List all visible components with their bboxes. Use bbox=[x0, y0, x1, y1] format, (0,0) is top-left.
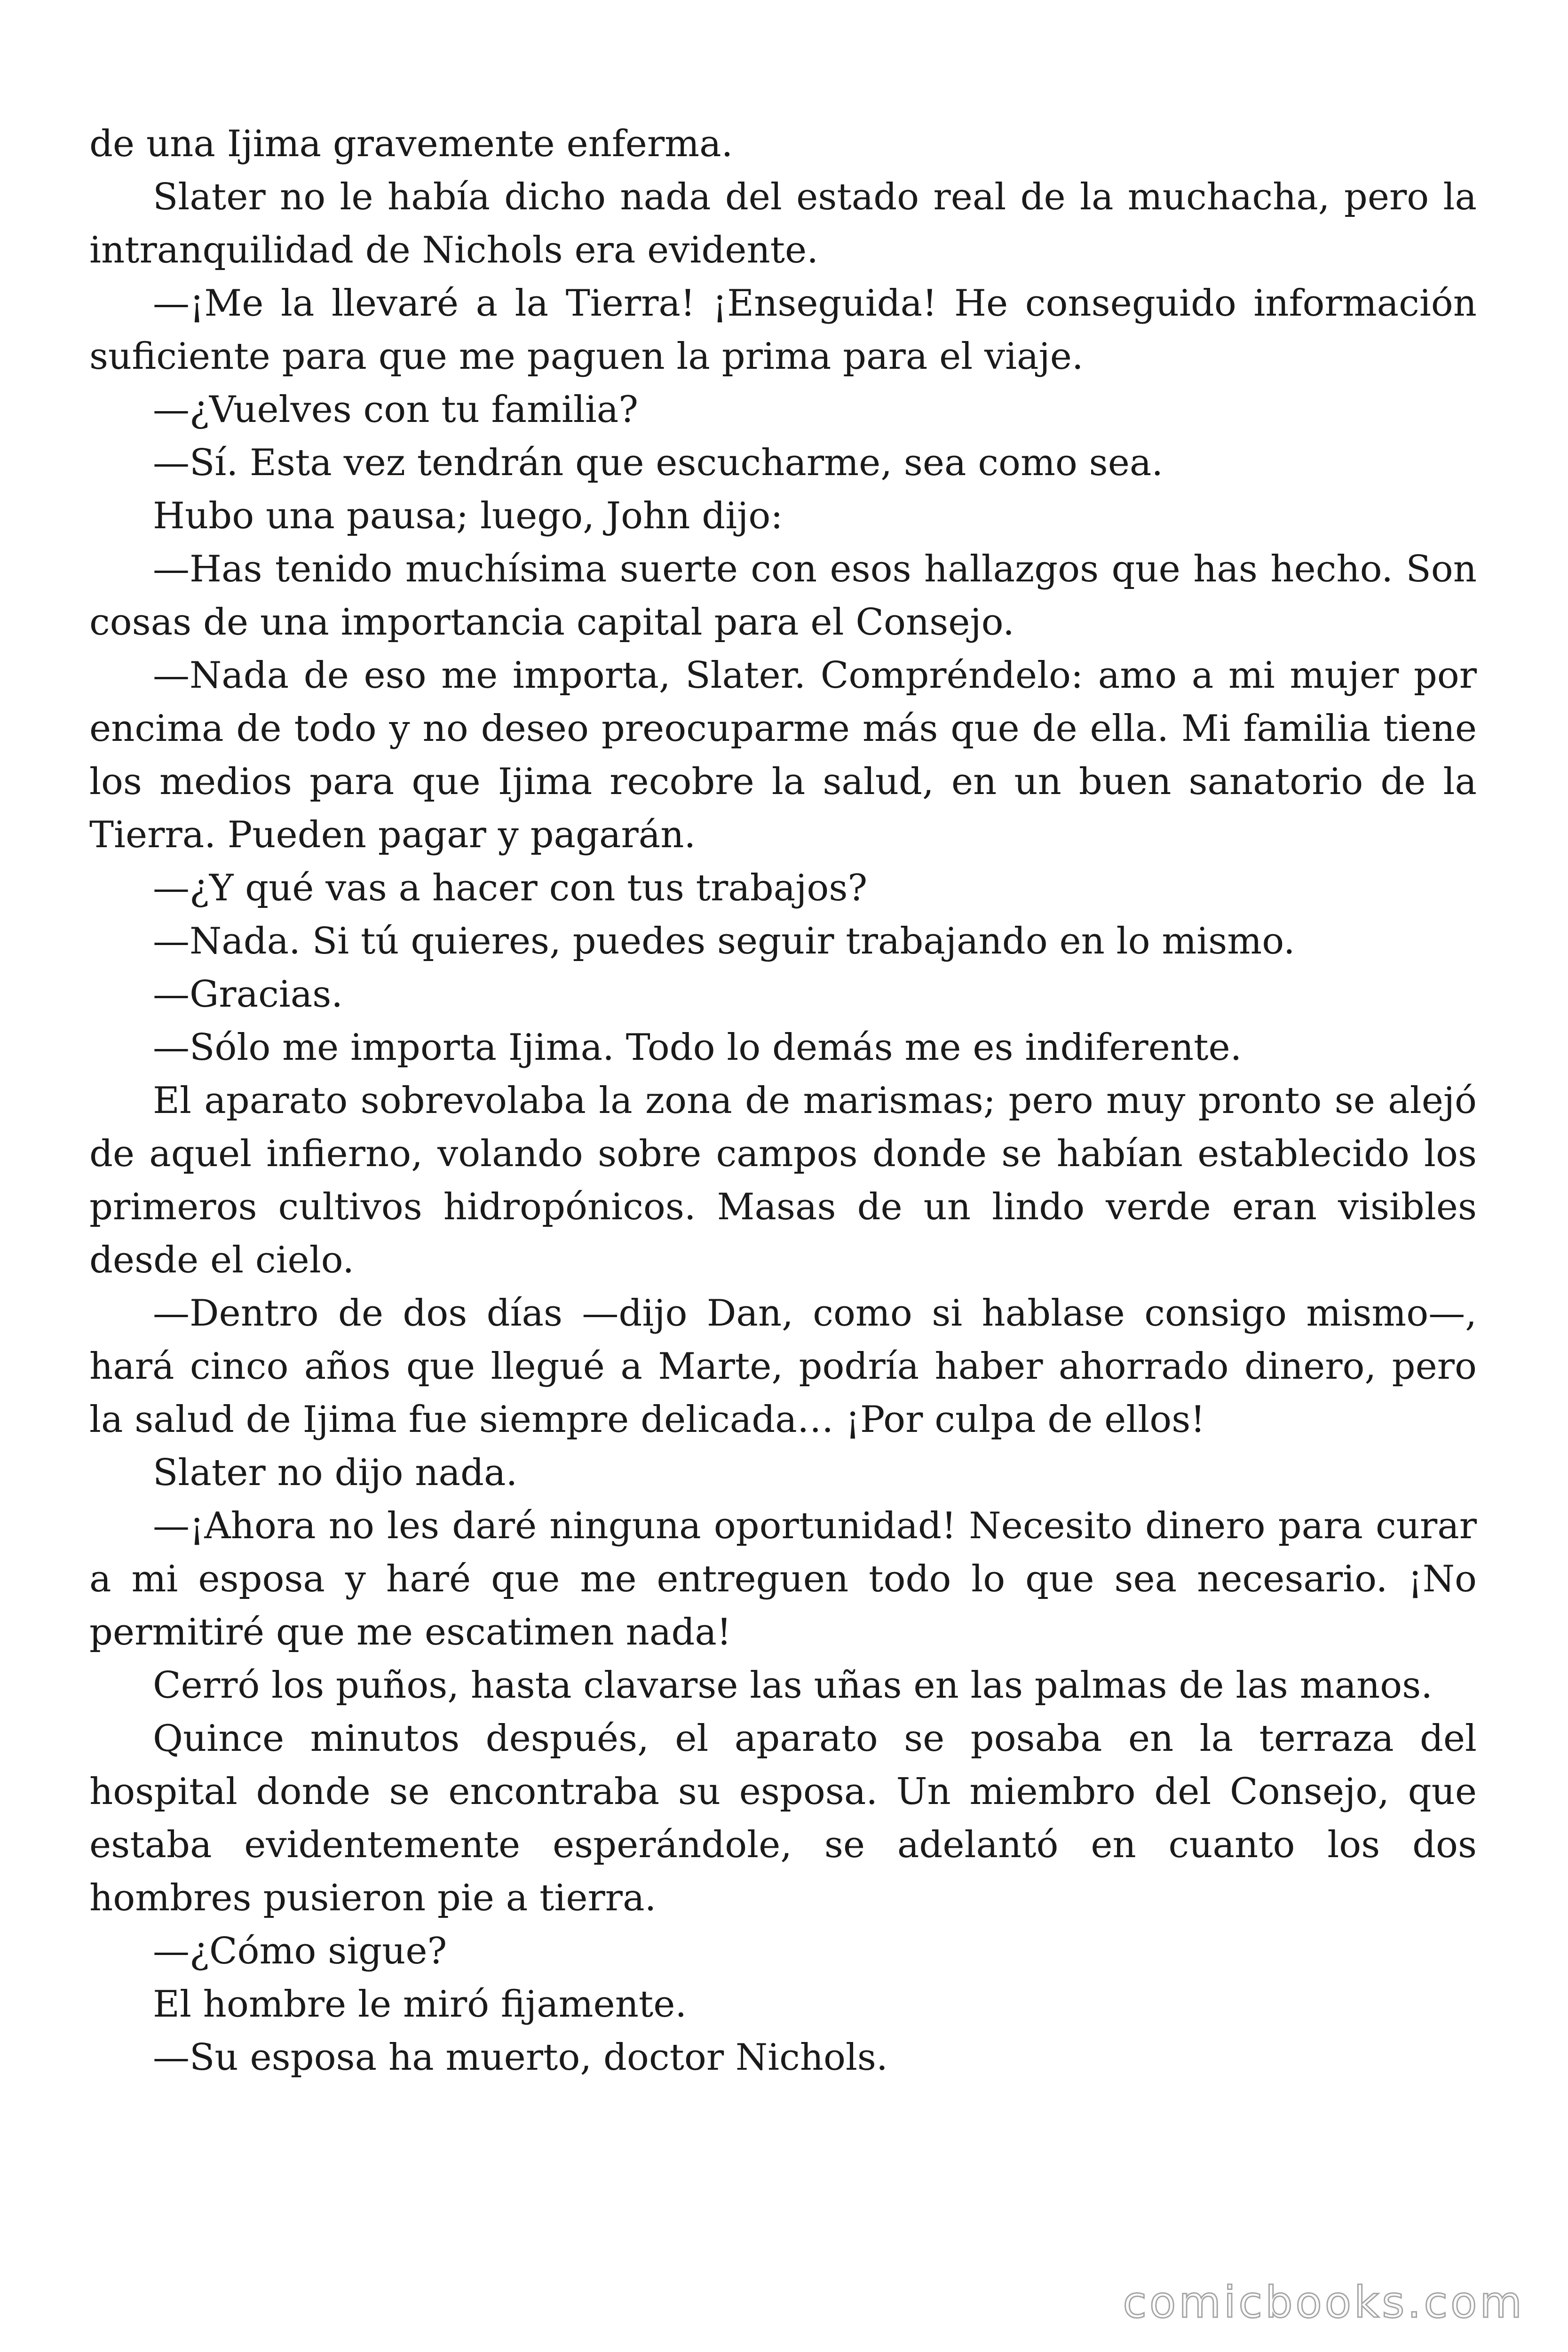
watermark-logo: comicbooks.com bbox=[1123, 2277, 1525, 2328]
paragraph: —Dentro de dos días —dijo Dan, como si hablase consigo mismo—, hará cinco años que llegué a Marte, podría haber ahorrado dinero, pero la salud de Ijima fue siempre delicada… ¡Por culpa de ellos! bbox=[89, 1292, 1477, 1441]
paragraph: —¿Vuelves con tu familia? bbox=[153, 389, 639, 431]
paragraph: —Has tenido muchísima suerte con esos hallazgos que has hecho. Son cosas de una importancia capital para el Consejo. bbox=[89, 548, 1477, 644]
paragraph: de una Ijima gravemente enferma. bbox=[89, 123, 733, 165]
paragraph: —¡Me la llevaré a la Tierra! ¡Enseguida! He conseguido información suficiente para que me paguen la prima para el viaje. bbox=[89, 282, 1477, 378]
paragraph: —¡Ahora no les daré ninguna oportunidad! Necesito dinero para curar a mi esposa y haré que me entreguen todo lo que sea necesario. ¡No permitiré que me escatimen nada! bbox=[89, 1505, 1477, 1653]
paragraph: El aparato sobrevolaba la zona de marismas; pero muy pronto se alejó de aquel infierno, volando sobre campos donde se habían establecido los primeros cultivos hidropónicos. Masas de un lindo verde eran visibles desde el cielo. bbox=[89, 1080, 1477, 1281]
paragraph: —Gracias. bbox=[153, 973, 343, 1016]
paragraph: —¿Cómo sigue? bbox=[153, 1930, 447, 1972]
paragraph: —Su esposa ha muerto, doctor Nichols. bbox=[153, 2036, 888, 2079]
paragraph: —Nada. Si tú quieres, puedes seguir trabajando en lo mismo. bbox=[153, 920, 1295, 962]
paragraph: El hombre le miró fijamente. bbox=[153, 1983, 687, 2026]
book-page-body bbox=[89, 118, 1477, 2084]
paragraph: —Sólo me importa Ijima. Todo lo demás me es indiferente. bbox=[153, 1026, 1242, 1069]
paragraph: —¿Y qué vas a hacer con tus trabajos? bbox=[153, 867, 868, 909]
paragraph: Hubo una pausa; luego, John dijo: bbox=[153, 495, 783, 537]
paragraph: Quince minutos después, el aparato se posaba en la terraza del hospital donde se encontraba su esposa. Un miembro del Consejo, que estaba evidentemente esperándole, se adelantó en cuanto los dos hombres pusieron pie a tierra. bbox=[89, 1717, 1477, 1919]
paragraph: Slater no le había dicho nada del estado real de la muchacha, pero la intranquilidad de Nichols era evidente. bbox=[89, 176, 1477, 271]
paragraph: Slater no dijo nada. bbox=[153, 1452, 518, 1494]
paragraph: —Nada de eso me importa, Slater. Compréndelo: amo a mi mujer por encima de todo y no deseo preocuparme más que de ella. Mi familia tiene los medios para que Ijima recobre la salud, en un buen sanatorio de la Tierra. Pueden pagar y pagarán. bbox=[89, 654, 1477, 856]
paragraph: —Sí. Esta vez tendrán que escucharme, sea como sea. bbox=[153, 442, 1164, 484]
paragraph: Cerró los puños, hasta clavarse las uñas en las palmas de las manos. bbox=[153, 1664, 1433, 1707]
